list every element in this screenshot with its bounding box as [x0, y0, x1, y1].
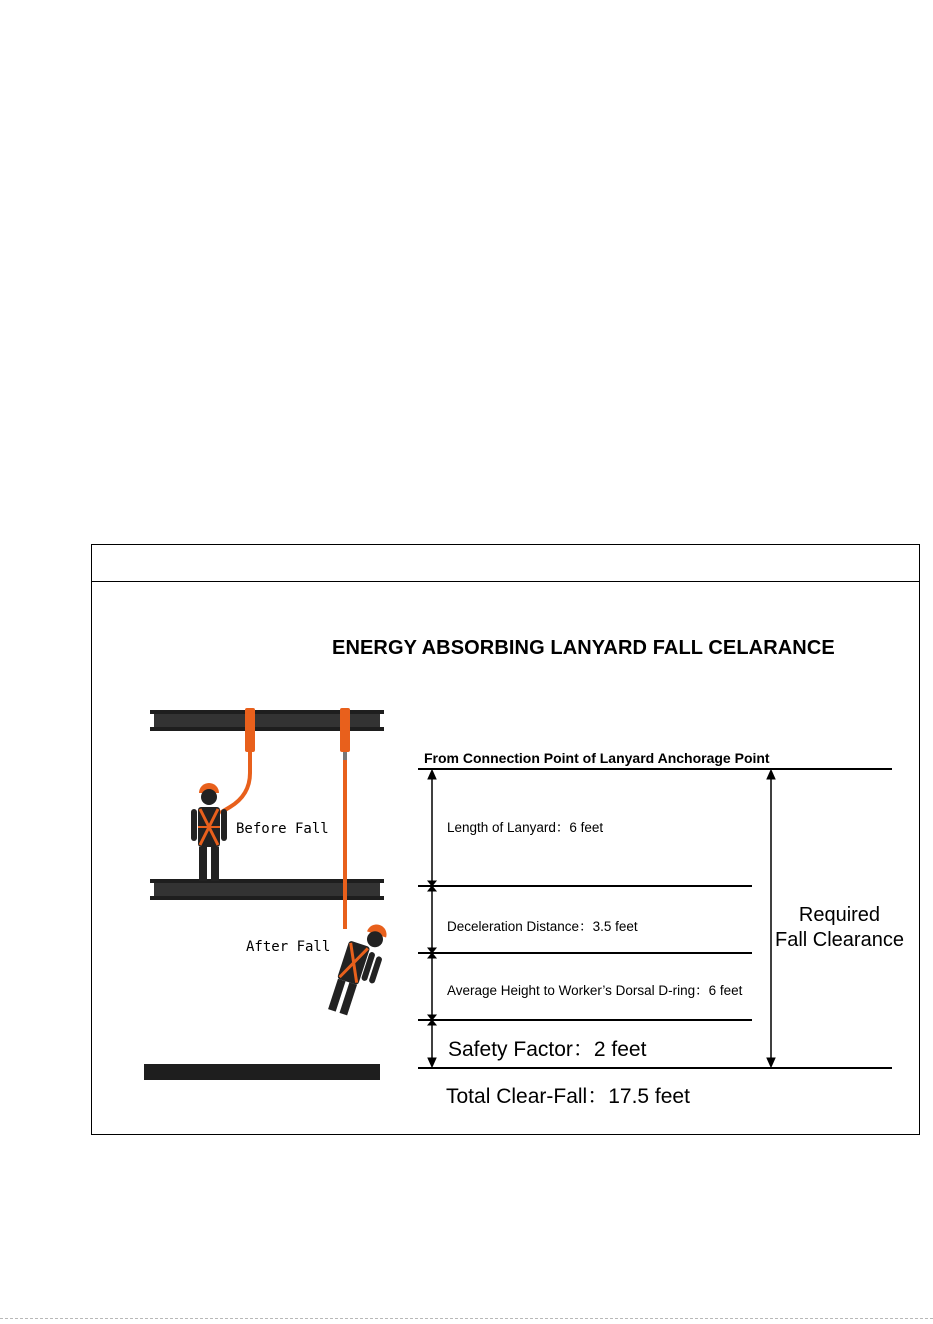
platform-beam: [150, 879, 384, 900]
diagram-title: ENERGY ABSORBING LANYARD FALL CELARANCE: [332, 637, 835, 659]
segment-dimension-arrow: [428, 770, 436, 1067]
page-bottom-rule: [0, 1318, 933, 1319]
diagram-frame: [91, 544, 920, 1135]
anchorage-point-label: From Connection Point of Lanyard Anchorage Point: [424, 750, 770, 766]
after-fall-worker: [327, 918, 392, 1021]
required-label-line2: Fall Clearance: [775, 929, 904, 951]
required-fall-clearance-label: [775, 903, 904, 953]
lanyard-length-label: Length of Lanyard：6 feet: [447, 820, 604, 835]
dorsal-dring-height-label: Average Height to Worker’s Dorsal D-ring：6 feet: [447, 983, 743, 998]
before-fall-label: Before Fall: [236, 821, 329, 837]
deceleration-distance-label: Deceleration Distance：3.5 feet: [447, 919, 638, 934]
ground-beam: [144, 1064, 380, 1080]
total-clear-fall-label: Total Clear-Fall：17.5 feet: [446, 1085, 690, 1108]
required-clearance-arrow: [767, 770, 775, 1067]
before-fall-worker: [191, 783, 227, 881]
after-fall-label: After Fall: [246, 939, 331, 955]
required-label-line1: Required: [798, 904, 881, 926]
safety-factor-label: Safety Factor：2 feet: [448, 1038, 647, 1061]
